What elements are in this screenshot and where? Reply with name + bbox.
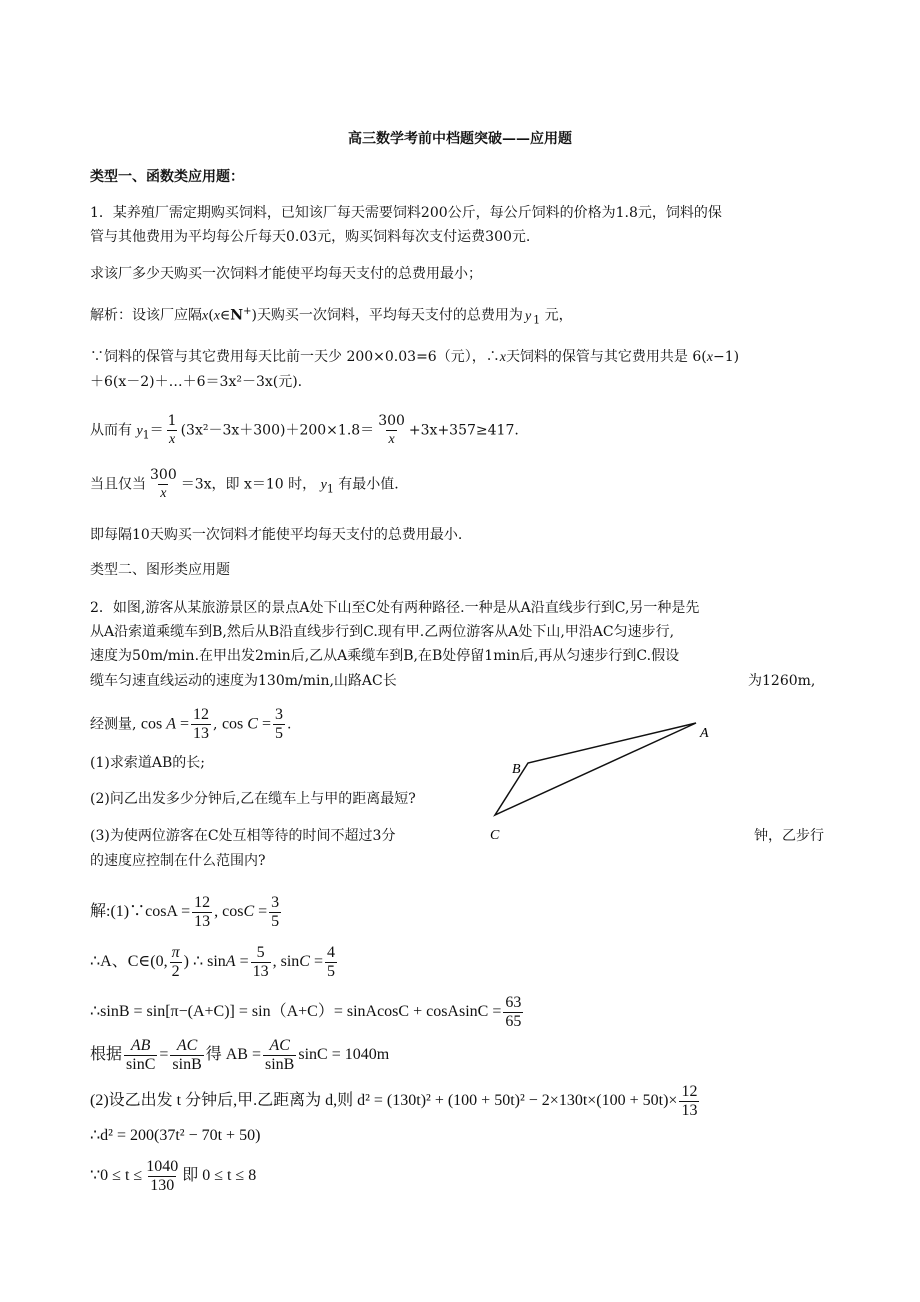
q2-line2: 从A沿索道乘缆车到B,然后从B沿直线步行到C.现有甲.乙两位游客从A处下山,甲沿AC匀速步行, (90, 624, 675, 640)
type2-heading: 类型二、图形类应用题 (90, 562, 230, 578)
q2-line4-right: 为1260m, (748, 673, 816, 689)
q2-line5: 经测量, cos A = $\frac{12}{13}$ , cos C = $\frac{3}{5}$ . (90, 706, 292, 742)
q2-sub3-cont: 的速度应控制在什么范围内? (90, 853, 266, 869)
solution2-line2: ∴A、C∈(0, $\frac{\pi}{2}$ ) ∴ sinA = $\frac{5}{13}$ , sinC = $\frac{4}{5}$ (90, 944, 335, 980)
solution2-line1: 解:(1)∵cosA = $\frac{12}{13}$ , cosC = $\frac{3}{5}$ (90, 894, 280, 930)
solution2-line3: ∴sinB = sin[π−(A+C)] = sin（A+C）= sinAcosC + cosAsinC = $\frac{63}{65}$ (90, 994, 522, 1030)
q2-sub1: (1)求索道AB的长; (90, 755, 205, 771)
q2-line3: 速度为50m/min.在甲出发2min后,乙从A乘缆车到B,在B处停留1min后,再从匀速步行到C.假设 (90, 648, 680, 664)
triangle-figure (480, 715, 720, 845)
type1-heading: 类型一、函数类应用题： (90, 169, 244, 185)
solution1-conclusion: 即每隔10天购买一次饲料才能使平均每天支付的总费用最小. (90, 527, 463, 543)
q1-ask: 求该厂多少天购买一次饲料才能使平均每天支付的总费用最小； (90, 266, 482, 282)
q2-line1: 2．如图,游客从某旅游景区的景点A处下山至C处有两种路径.一种是从A沿直线步行到C,另一种是先 (90, 600, 700, 616)
solution2-line6: ∴d² = 200(37t² − 70t + 50) (90, 1127, 261, 1144)
solution2-line4: 根据 $\frac{AB}{\sin C}$ = $\frac{AC}{\sin B}$ 得 AB = $\frac{AC}{\sin B}$ sinC = 1040m (90, 1037, 390, 1073)
label-c: C (490, 828, 500, 843)
q2-sub3-left: (3)为使两位游客在C处互相等待的时间不超过3分 (90, 828, 396, 844)
q1-line2: 管与其他费用为平均每公斤每天0.03元，购买饲料每次支付运费300元. (90, 229, 531, 245)
solution1-line3: ＋6(x－2)＋…＋6＝3x²－3x(元). (90, 374, 303, 390)
solution2-line5: (2)设乙出发 t 分钟后,甲.乙距离为 d,则 d² = (130t)² + (100 + 50t)² − 2×130t×(100 + 50t)× $\frac{12}{13}$ (90, 1083, 698, 1119)
solution1-line1: 解析：设该厂应隔x(x∈N+)天购买一次饲料，平均每天支付的总费用为 y $_1$ 元， (90, 306, 573, 327)
page-title: 高三数学考前中档题突破——应用题 (348, 131, 572, 147)
solution2-line7: ∵0 ≤ t ≤ $\frac{1040}{130}$ 即 0 ≤ t ≤ 8 (90, 1158, 257, 1194)
q2-line4-left: 缆车匀速直线运动的速度为130m/min,山路AC长 (90, 673, 397, 689)
q1-line1: 1．某养殖厂需定期购买饲料，已知该厂每天需要饲料200公斤，每公斤饲料的价格为1.8元，饲料的保 (90, 205, 722, 221)
q2-sub2: (2)问乙出发多少分钟后,乙在缆车上与甲的距离最短? (90, 791, 416, 807)
triangle-abc (495, 723, 696, 815)
q2-sub3-right: 钟，乙步行 (754, 828, 824, 844)
label-a: A (700, 726, 709, 741)
solution1-line5: 当且仅当 $\frac{300}{x}$ ＝3x，即 x＝10 时， $y_1$ 有最小值. (90, 467, 399, 501)
label-b: B (512, 762, 521, 777)
solution1-line4: 从而有 $y_1=$ $\frac{1}{x}$ (3x²－3x＋300)＋200×1.8＝ $\frac{300}{x}$ +3x+357≥417. (90, 413, 519, 447)
solution1-line2: ∵饲料的保管与其它费用每天比前一天少 200×0.03=6（元），∴x天饲料的保管与其它费用共是 6(x−1) (90, 349, 740, 365)
